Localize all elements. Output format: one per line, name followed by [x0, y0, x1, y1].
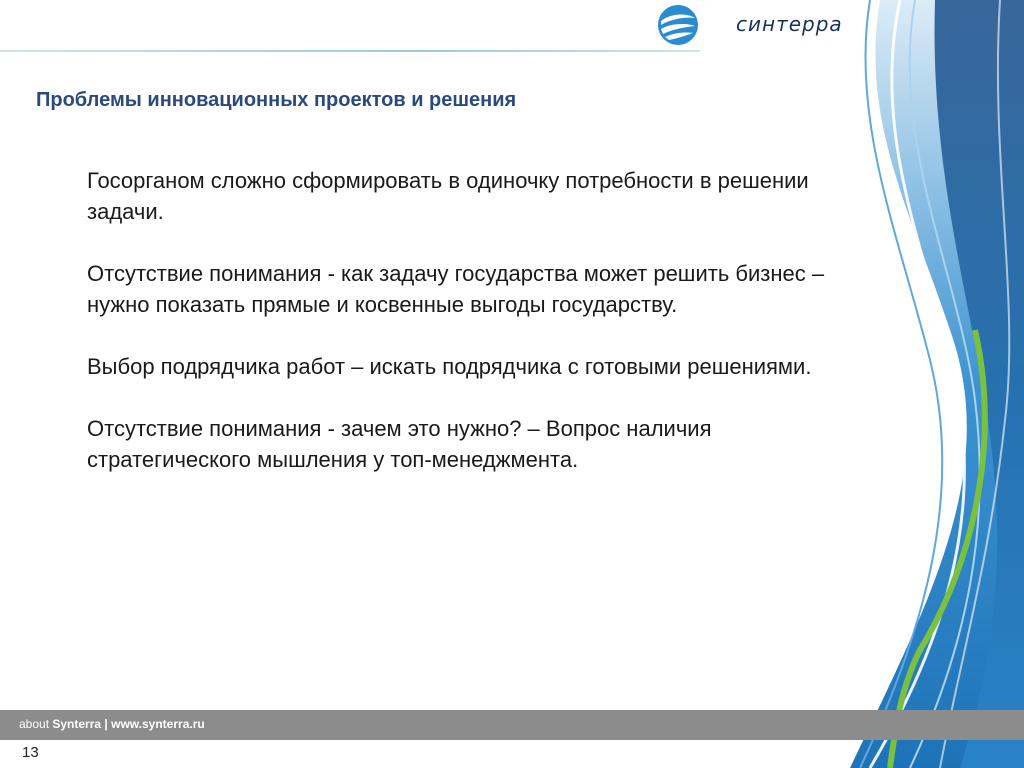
footer-brand: Synterra — [52, 717, 102, 731]
company-logo-text: синтерра — [736, 12, 843, 36]
point-item: Выбор подрядчика работ – искать подрядчика с готовыми решениями. — [87, 354, 812, 379]
point-item: Отсутствие понимания - зачем это нужно? – Вопрос наличия стратегического мышления у топ-менеджмента. — [87, 416, 712, 472]
synterra-swirl-logo-icon — [657, 4, 699, 46]
point-item: Отсутствие понимания - как задачу государства может решить бизнес – нужно показать прямые и косвенные выгоды государству. — [87, 261, 825, 317]
slide-title: Проблемы инновационных проектов и решения — [36, 89, 517, 111]
footer-separator: | — [101, 717, 112, 731]
footer-text — [19, 717, 205, 731]
points-list — [87, 165, 827, 506]
point-item: Госорганом сложно сформировать в одиночку потребности в решении задачи. — [87, 168, 809, 224]
footer-about: about — [19, 717, 53, 731]
page-number: 13 — [22, 744, 39, 761]
footer-url-link[interactable]: www.synterra.ru — [111, 717, 205, 731]
header-divider — [0, 50, 700, 52]
